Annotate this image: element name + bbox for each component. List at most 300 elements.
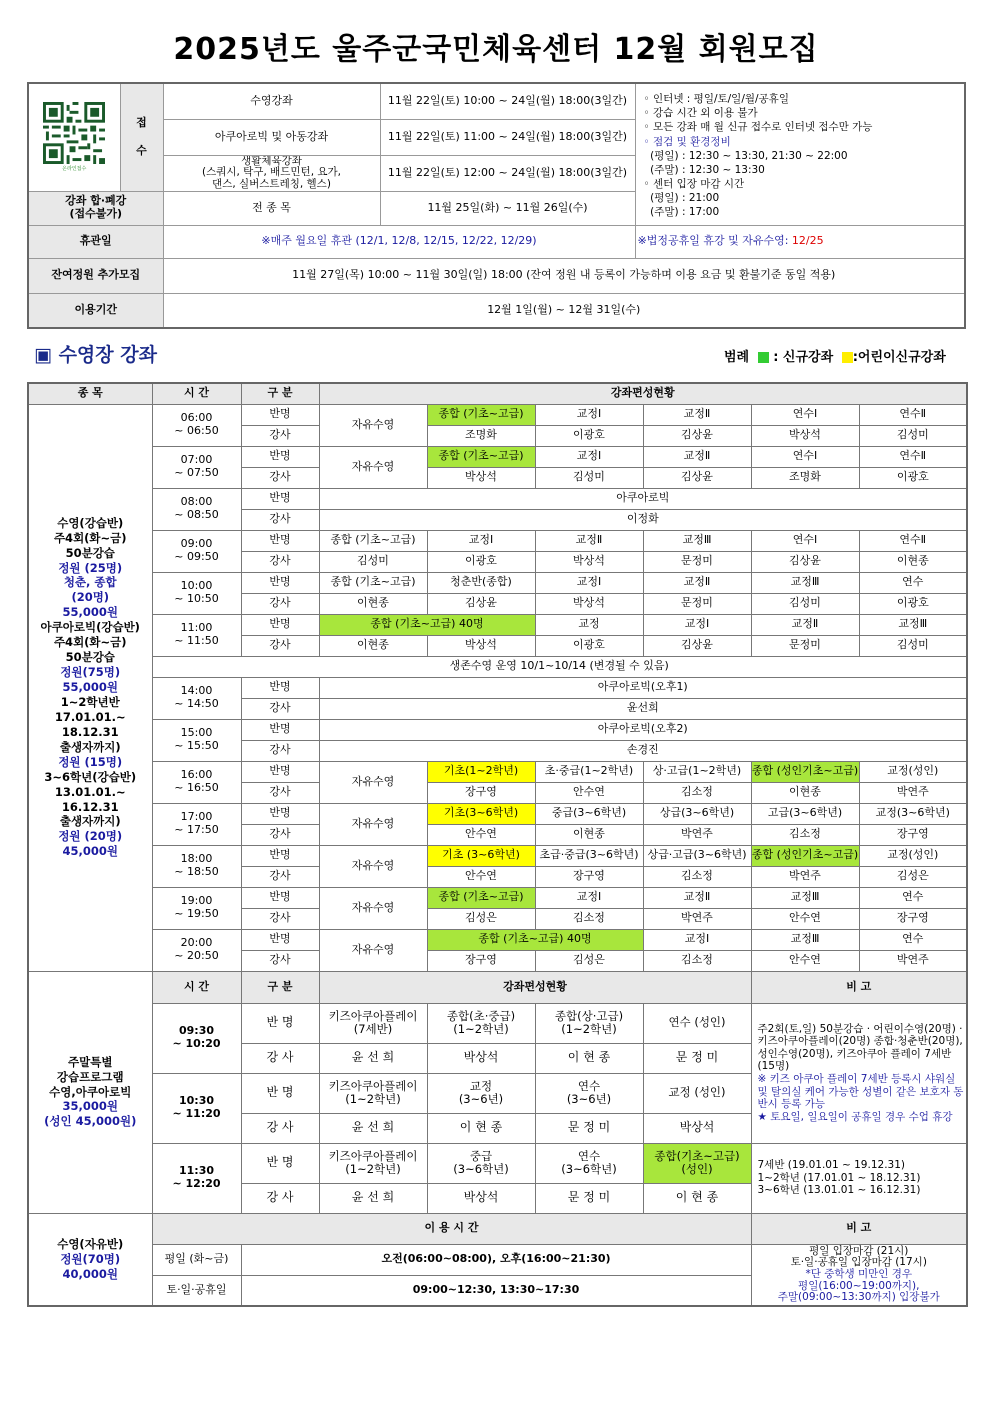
header-time: 시 간 (152, 383, 241, 404)
note-line: ◦ 강습 시간 외 이용 불가 (643, 107, 758, 120)
class-label: 반명 (241, 803, 319, 824)
teacher-name: 김성미 (319, 551, 427, 572)
weekend-class-name: 연수 (성인) (643, 1003, 751, 1043)
free-swim-cell: 자유수영 (319, 761, 427, 803)
class-name: 연수Ⅰ (751, 446, 859, 467)
closed-days: ※매주 월요일 휴관 (12/1, 12/8, 12/15, 12/22, 12/29) (163, 225, 635, 258)
weekend-info-line: 수영,아쿠아로빅 (49, 1084, 132, 1099)
notes-cell (635, 83, 965, 225)
course-name: 생활체육강좌 (스쿼시, 탁구, 배드민턴, 요가, 댄스, 실버스트레칭, 헬스) (163, 155, 380, 191)
merge-label: 강좌 합·폐강 (접수불가) (28, 191, 163, 225)
class-name: 종합 (성인기초~고급) (751, 761, 859, 782)
free-swim-day: 토·일·공휴일 (152, 1275, 241, 1306)
class-row (28, 404, 967, 425)
class-row (28, 803, 967, 824)
class-name: 교정Ⅱ (643, 572, 751, 593)
weekend-teacher-name: 박상석 (643, 1113, 751, 1143)
teacher-label: 강사 (241, 740, 319, 761)
weekend-remark: ※ 키즈 아쿠아 플레이 7세반 등록시 샤워실 및 탈의실 케어 가능한 성별이 같은 보호자 동반시 등록 가능 (757, 1073, 964, 1111)
teacher-name: 이광호 (859, 593, 967, 614)
class-row (28, 677, 967, 698)
program-info-line: 출생자까지) (59, 814, 121, 829)
teacher-name: 손경진 (319, 740, 967, 761)
teacher-name: 안수연 (535, 782, 643, 803)
class-row (28, 572, 967, 593)
teacher-name: 김성은 (535, 950, 643, 971)
weekend-class-name: 키즈아쿠아플레이 (1~2학년) (319, 1143, 427, 1183)
weekend-age-remark: 7세반 (19.01.01 ~ 19.12.31) 1~2학년 (17.01.01 ~ 18.12.31) 3~6학년 (13.01.01 ~ 16.12.31) (751, 1143, 967, 1213)
weekend-teacher-name: 윤 선 희 (319, 1183, 427, 1213)
teacher-name: 이현종 (319, 593, 427, 614)
teacher-name: 이광호 (535, 425, 643, 446)
class-name: 청춘반(종합) (427, 572, 535, 593)
teacher-name: 이현종 (751, 782, 859, 803)
teacher-label: 강사 (241, 950, 319, 971)
extra-label: 잔여정원 추가모집 (28, 258, 163, 293)
weekend-class-name: 종합(기초~고급) (성인) (643, 1143, 751, 1183)
class-row (28, 887, 967, 908)
teacher-name: 김성미 (859, 425, 967, 446)
class-label: 반명 (241, 572, 319, 593)
program-info-line: 17.01.01.~ (54, 709, 126, 724)
weekend-class-name: 중급 (3~6학년) (427, 1143, 535, 1183)
class-name: 중급(3~6학년) (535, 803, 643, 824)
class-name: 교정(3~6학년) (859, 803, 967, 824)
weekend-info-line: 주말특별 (68, 1054, 113, 1069)
teacher-name: 이정화 (319, 509, 967, 530)
class-label: 반명 (241, 719, 319, 740)
weekend-teacher-name: 문 정 미 (643, 1043, 751, 1073)
teacher-name: 장구영 (427, 782, 535, 803)
teacher-label: 강사 (241, 551, 319, 572)
merge-target: 전 종 목 (163, 191, 380, 225)
teacher-name: 김소정 (643, 866, 751, 887)
square-bullet-icon: ▣ (34, 344, 52, 366)
legend-label: 범례 (724, 350, 750, 365)
weekend-remark: ★ 토요일, 일요일이 공휴일 경우 수업 휴강 (757, 1110, 953, 1123)
weekend-teacher-name: 이 현 종 (535, 1043, 643, 1073)
free-swim-time: 오전(06:00~08:00), 오후(16:00~21:30) (241, 1244, 751, 1275)
time-slot: 06:00 ~ 06:50 (152, 404, 241, 446)
teacher-name: 이광호 (535, 635, 643, 656)
weekend-class-row (28, 1143, 967, 1183)
extra-text: 11월 27일(목) 10:00 ~ 11월 30일(일) 18:00 (잔여 정원 내 등록이 가능하며 이용 요금 및 환불기준 동일 적용) (163, 258, 965, 293)
class-name: 연수Ⅱ (859, 404, 967, 425)
teacher-name: 김성미 (751, 593, 859, 614)
class-row (28, 530, 967, 551)
weekend-teacher-name: 윤 선 희 (319, 1113, 427, 1143)
free-swim-cell: 자유수영 (319, 446, 427, 488)
teacher-label: 강사 (241, 698, 319, 719)
teacher-label: 강사 (241, 593, 319, 614)
teacher-name: 이현종 (535, 824, 643, 845)
note-line: (평일) : 21:00 (643, 192, 720, 205)
weekend-class-name: 교정 (성인) (643, 1073, 751, 1113)
weekend-time-slot: 09:30 ~ 10:20 (152, 1003, 241, 1073)
class-name: 교정Ⅱ (643, 404, 751, 425)
section-title-text: 수영장 강좌 (58, 344, 157, 366)
teacher-name: 박연주 (643, 824, 751, 845)
time-slot: 18:00 ~ 18:50 (152, 845, 241, 887)
teacher-name: 박연주 (859, 950, 967, 971)
time-slot: 11:00 ~ 11:50 (152, 614, 241, 656)
weekend-teacher-name: 문 정 미 (535, 1113, 643, 1143)
note-line: (주말) : 12:30 ~ 13:30 (643, 163, 765, 176)
class-name: 종합 (기초~고급) 40명 (319, 614, 535, 635)
header-type: 구 분 (241, 383, 319, 404)
class-name: 교정Ⅱ (643, 446, 751, 467)
teacher-name: 장구영 (859, 824, 967, 845)
class-name: 교정Ⅱ (535, 530, 643, 551)
class-name: 교정(성인) (859, 845, 967, 866)
teacher-name: 박연주 (859, 782, 967, 803)
teacher-name: 김소정 (535, 908, 643, 929)
class-name: 교정Ⅲ (859, 614, 967, 635)
teacher-name: 김상윤 (643, 635, 751, 656)
holiday-text: ※법정공휴일 휴강 및 자유수영: (637, 234, 792, 248)
time-slot: 14:00 ~ 14:50 (152, 677, 241, 719)
weekend-remark: 주2회(토,일) 50분강습 · 어린이수영(20명) · 키즈아쿠아플레이(20명) 종합·청춘반(20명), 성인수영(20명), 키즈아쿠아 플레이 7세반(15명) (757, 1022, 963, 1073)
program-info-line: 3~6학년(강습반) (44, 769, 137, 784)
teacher-label: 강사 (241, 908, 319, 929)
class-name: 아쿠아로빅(오후1) (319, 677, 967, 698)
teacher-name: 안수연 (427, 866, 535, 887)
course-period: 11월 22일(토) 10:00 ~ 24일(월) 18:00(3일간) (380, 83, 635, 119)
free-swim-time: 09:00~12:30, 13:30~17:30 (241, 1275, 751, 1306)
free-swim-quota-line: 40,000원 (62, 1266, 118, 1281)
teacher-name: 안수연 (751, 950, 859, 971)
header-status: 강좌편성현황 (319, 383, 967, 404)
teacher-label: 강사 (241, 467, 319, 488)
note-line: (평일) : 12:30 ~ 13:30, 21:30 ~ 22:00 (643, 149, 848, 162)
teacher-label: 강사 (241, 824, 319, 845)
class-name: 교정Ⅰ (427, 530, 535, 551)
free-swim-cell: 자유수영 (319, 887, 427, 929)
class-name: 초급·중급(3~6학년) (535, 845, 643, 866)
teacher-name: 김상윤 (643, 425, 751, 446)
weekend-teacher-name: 문 정 미 (535, 1183, 643, 1213)
legend-green-swatch (758, 352, 769, 363)
class-label: 반명 (241, 761, 319, 782)
free-swim-cell: 자유수영 (319, 803, 427, 845)
teacher-label: 강사 (241, 782, 319, 803)
class-label: 반명 (241, 845, 319, 866)
class-name: 교정Ⅱ (643, 887, 751, 908)
course-period: 11월 22일(토) 12:00 ~ 24일(월) 18:00(3일간) (380, 155, 635, 191)
swim-schedule-table (27, 382, 968, 1307)
registration-label-char: 수 (136, 144, 147, 158)
teacher-name: 박상석 (535, 551, 643, 572)
free-swim-cell: 자유수영 (319, 929, 427, 971)
teacher-name: 김소정 (751, 824, 859, 845)
time-slot: 10:00 ~ 10:50 (152, 572, 241, 614)
class-name: 종합 (기초~고급) (427, 887, 535, 908)
class-name: 상급(3~6학년) (643, 803, 751, 824)
program-info-line: 주4회(화~금) (53, 635, 127, 650)
course-period: 11월 22일(토) 11:00 ~ 24일(월) 18:00(3일간) (380, 119, 635, 155)
teacher-name: 박상석 (535, 593, 643, 614)
teacher-name: 조명화 (427, 425, 535, 446)
free-swim-remark: 주말(09:00~13:30까지) 입장불가 (777, 1291, 940, 1304)
class-label: 반명 (241, 404, 319, 425)
class-name: 교정Ⅰ (535, 887, 643, 908)
class-label: 반명 (241, 530, 319, 551)
free-swim-cell: 자유수영 (319, 404, 427, 446)
free-swim-row (28, 1244, 967, 1275)
teacher-name: 김성은 (859, 866, 967, 887)
holiday-note (635, 225, 965, 258)
class-name: 기초 (3~6학년) (427, 845, 535, 866)
weekend-class-name: 키즈아쿠아플레이 (7세반) (319, 1003, 427, 1043)
weekend-teacher-label: 강 사 (241, 1113, 319, 1143)
period-text: 12월 1일(월) ~ 12월 31일(수) (163, 293, 965, 328)
note-line: ◦ 모든 강좌 매 월 신규 접수로 인터넷 접수만 가능 (643, 121, 873, 134)
program-info-line: 청춘, 종합 (63, 575, 117, 590)
program-info-line: 정원(75명) (60, 665, 121, 680)
class-label: 반명 (241, 677, 319, 698)
teacher-name: 이현종 (859, 551, 967, 572)
program-info-line: 수영(강습반) (57, 515, 124, 530)
time-slot: 08:00 ~ 08:50 (152, 488, 241, 530)
class-row (28, 614, 967, 635)
class-row (28, 929, 967, 950)
teacher-name: 김성은 (427, 908, 535, 929)
teacher-name: 장구영 (535, 866, 643, 887)
weekend-class-label: 반 명 (241, 1143, 319, 1183)
holiday-date: 12/25 (791, 234, 824, 248)
free-swim-remark: 평일 입장마감 (21시) (809, 1244, 909, 1257)
registration-label-char: 접 (136, 115, 147, 129)
header-event: 종 목 (28, 383, 152, 404)
teacher-name: 박상석 (427, 635, 535, 656)
qr-code-icon[interactable] (43, 102, 105, 164)
weekend-class-name: 종합(상·고급) (1~2학년) (535, 1003, 643, 1043)
weekend-teacher-name: 이 현 종 (427, 1113, 535, 1143)
teacher-name: 장구영 (859, 908, 967, 929)
teacher-name: 박연주 (751, 866, 859, 887)
course-name: 아쿠아로빅 및 아동강좌 (163, 119, 380, 155)
time-slot: 17:00 ~ 17:50 (152, 803, 241, 845)
legend-new: : 신규강좌 (773, 350, 834, 365)
teacher-name: 안수연 (751, 908, 859, 929)
weekend-class-name: 연수 (3~6학년) (535, 1143, 643, 1183)
free-swim-remark: 평일(16:00~19:00까지), (798, 1279, 920, 1292)
program-info-line: 정원 (25명) (58, 560, 123, 575)
program-info-line: 정원 (15명) (58, 754, 123, 769)
teacher-name: 박상석 (751, 425, 859, 446)
teacher-name: 문정미 (643, 593, 751, 614)
class-label: 반명 (241, 614, 319, 635)
free-swim-remarks (751, 1244, 967, 1306)
teacher-name: 김성미 (535, 467, 643, 488)
weekend-teacher-name: 박상석 (427, 1043, 535, 1073)
teacher-name: 안수연 (427, 824, 535, 845)
class-name: 상급·고급(3~6학년) (643, 845, 751, 866)
note-line: ◦ 점검 및 환경정비 (643, 135, 731, 148)
weekday-program-info (28, 404, 152, 971)
free-swim-header: 이 용 시 간 (152, 1213, 751, 1244)
time-slot: 16:00 ~ 16:50 (152, 761, 241, 803)
class-name: 교정Ⅲ (643, 530, 751, 551)
class-name: 연수Ⅰ (751, 530, 859, 551)
weekend-price-line: (성인 45,000원) (44, 1114, 137, 1129)
class-name: 상·고급(1~2학년) (643, 761, 751, 782)
free-swim-remark: 토·일·공휴일 입장마감 (17시) (790, 1256, 927, 1269)
class-name: 교정Ⅲ (751, 929, 859, 950)
class-name: 교정(성인) (859, 761, 967, 782)
weekend-class-label: 반 명 (241, 1003, 319, 1043)
weekend-info-line: 강습프로그램 (56, 1069, 124, 1084)
free-swim-remark: *단 중학생 미만인 경우 (805, 1267, 913, 1280)
program-info-line: 출생자까지) (59, 739, 121, 754)
class-name: 연수 (859, 887, 967, 908)
closed-label: 휴관일 (28, 225, 163, 258)
time-slot: 07:00 ~ 07:50 (152, 446, 241, 488)
free-swim-quota-line: 정원(70명) (60, 1251, 121, 1266)
qr-caption: 온라인접수 (62, 166, 87, 173)
class-name: 교정Ⅰ (643, 614, 751, 635)
weekend-header-status: 강좌편성현황 (319, 971, 751, 1003)
program-info-line: 55,000원 (62, 605, 118, 620)
free-swim-day: 평일 (화~금) (152, 1244, 241, 1275)
class-name: 교정Ⅰ (643, 929, 751, 950)
time-slot: 19:00 ~ 19:50 (152, 887, 241, 929)
class-name: 교정Ⅰ (535, 446, 643, 467)
program-info-line: (20명) (71, 590, 110, 605)
weekend-class-label: 반 명 (241, 1073, 319, 1113)
notice-text: 생존수영 운영 10/1~10/14 (변경될 수 있음) (152, 656, 967, 677)
time-slot: 20:00 ~ 20:50 (152, 929, 241, 971)
teacher-name: 문정미 (643, 551, 751, 572)
free-swim-cell: 자유수영 (319, 845, 427, 887)
program-info-line: 1~2학년반 (60, 694, 120, 709)
time-slot: 15:00 ~ 15:50 (152, 719, 241, 761)
class-name: 연수 (859, 572, 967, 593)
registration-label (120, 83, 163, 191)
class-name: 종합 (기초~고급) 40명 (427, 929, 643, 950)
weekend-teacher-name: 윤 선 희 (319, 1043, 427, 1073)
weekend-class-name: 교정 (3~6년) (427, 1073, 535, 1113)
class-name: 교정 (535, 614, 643, 635)
class-row (28, 719, 967, 740)
note-line: ◦ 인터넷 : 평일/토/일/월/공휴일 (643, 93, 789, 105)
class-name: 연수Ⅰ (751, 404, 859, 425)
legend (724, 346, 946, 365)
weekend-header-remark: 비 고 (751, 971, 967, 1003)
program-info-line: 13.01.01.~ (54, 784, 126, 799)
class-row (28, 488, 967, 509)
teacher-name: 김상윤 (643, 467, 751, 488)
class-label: 반명 (241, 887, 319, 908)
weekend-remarks (751, 1003, 967, 1143)
teacher-name: 박연주 (643, 908, 751, 929)
weekend-class-row (28, 1003, 967, 1043)
weekend-time-slot: 10:30 ~ 11:20 (152, 1073, 241, 1143)
teacher-name: 윤선희 (319, 698, 967, 719)
notice-row (28, 656, 967, 677)
class-name: 교정Ⅲ (751, 887, 859, 908)
class-name: 아쿠아로빅(오후2) (319, 719, 967, 740)
free-swim-info (28, 1213, 152, 1306)
free-swim-info-line: 수영(자유반) (57, 1236, 124, 1251)
note-line: ◦ 센터 입장 마감 시간 (643, 178, 745, 191)
class-name: 기초(3~6학년) (427, 803, 535, 824)
class-label: 반명 (241, 446, 319, 467)
program-info-line: 정원 (20명) (58, 829, 123, 844)
program-info-line: 50분강습 (65, 545, 115, 560)
class-row (28, 761, 967, 782)
merge-period: 11월 25일(화) ~ 11월 26일(수) (380, 191, 635, 225)
teacher-name: 김성미 (859, 635, 967, 656)
header-row (28, 383, 967, 404)
teacher-label: 강사 (241, 509, 319, 530)
teacher-label: 강사 (241, 425, 319, 446)
class-label: 반명 (241, 488, 319, 509)
teacher-name: 김소정 (643, 782, 751, 803)
free-swim-header-row (28, 1213, 967, 1244)
weekend-teacher-label: 강 사 (241, 1183, 319, 1213)
teacher-name: 이광호 (427, 551, 535, 572)
teacher-label: 강사 (241, 635, 319, 656)
time-slot: 09:00 ~ 09:50 (152, 530, 241, 572)
teacher-name: 김소정 (643, 950, 751, 971)
teacher-name: 이현종 (319, 635, 427, 656)
teacher-name: 김상윤 (751, 551, 859, 572)
weekend-teacher-label: 강 사 (241, 1043, 319, 1073)
page-title: 2025년도 울주군국민체육센터 12월 회원모집 (173, 32, 819, 67)
class-name: 종합 (성인기초~고급) (751, 845, 859, 866)
class-name: 고급(3~6학년) (751, 803, 859, 824)
class-name: 연수 (859, 929, 967, 950)
teacher-name: 장구영 (427, 950, 535, 971)
teacher-name: 박상석 (427, 467, 535, 488)
free-swim-remark-header: 비 고 (751, 1213, 967, 1244)
weekend-program-info (28, 971, 152, 1213)
weekend-teacher-name: 이 현 종 (643, 1183, 751, 1213)
class-name: 종합 (기초~고급) (319, 530, 427, 551)
weekend-class-name: 종합(초·중급) (1~2학년) (427, 1003, 535, 1043)
course-name: 수영강좌 (163, 83, 380, 119)
program-info-line: 45,000원 (62, 844, 118, 859)
program-info-line: 18.12.31 (61, 724, 119, 739)
weekend-header-time: 시 간 (152, 971, 241, 1003)
class-label: 반명 (241, 929, 319, 950)
class-name: 초·중급(1~2학년) (535, 761, 643, 782)
weekend-class-name: 연수 (3~6년) (535, 1073, 643, 1113)
legend-yellow-swatch (842, 352, 853, 363)
weekend-header-row (28, 971, 967, 1003)
class-name: 기초(1~2학년) (427, 761, 535, 782)
class-row (28, 845, 967, 866)
class-name: 교정Ⅲ (751, 572, 859, 593)
class-name: 교정Ⅰ (535, 572, 643, 593)
legend-kids: :어린이신규강좌 (852, 350, 946, 365)
program-info-line: 주4회(화~금) (53, 530, 127, 545)
class-row (28, 446, 967, 467)
weekend-time-slot: 11:30 ~ 12:20 (152, 1143, 241, 1213)
program-info-line: 55,000원 (62, 680, 118, 695)
class-name: 아쿠아로빅 (319, 488, 967, 509)
program-info-line: 16.12.31 (61, 799, 119, 814)
teacher-name: 문정미 (751, 635, 859, 656)
class-name: 교정Ⅰ (535, 404, 643, 425)
class-name: 교정Ⅱ (751, 614, 859, 635)
qr-cell (28, 83, 120, 191)
teacher-name: 조명화 (751, 467, 859, 488)
teacher-name: 이광호 (859, 467, 967, 488)
weekend-teacher-name: 박상석 (427, 1183, 535, 1213)
class-name: 연수Ⅱ (859, 530, 967, 551)
